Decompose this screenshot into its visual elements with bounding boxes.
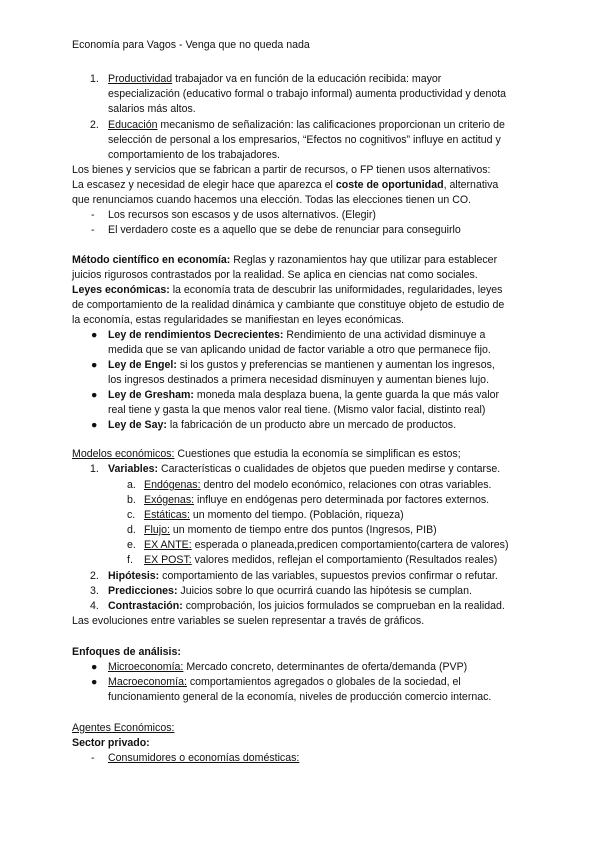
law-line: los ingresos destinados a primera necesidad disminuyen y aumentan bienes lujo. [108,374,490,386]
models-title: Modelos económicos: [72,448,175,460]
paragraph-line: de comportamiento de la realidad dinámica y cambiante que constituye objeto de estudio de [72,299,505,311]
list-number: 4. [90,600,99,612]
paragraph-line: Los bienes y servicios que se fabrican a partir de recursos, o FP tienen usos alternativos: [72,164,491,176]
paragraph-line: Las evoluciones entre variables se suelen representar a través de gráficos. [72,615,425,627]
agents-title: Agentes Económicos: [72,722,175,734]
factor-line: salarios más altos. [108,103,196,115]
method-title: Método científico en economía: [72,254,231,266]
approach-macro: Macroeconomía: comportamientos agregados o globales de la sociedad, el [108,676,461,688]
bullet-dot: ● [91,661,98,673]
dash-bullet: - [91,209,95,221]
list-number: 1. [90,463,99,475]
factor-line: especialización (educativo formal o trabajo informal) aumenta productividad y denota [108,88,507,100]
model-item: Predicciones: Juicios sobre lo que ocurrirá cuando las hipótesis se cumplan. [108,585,472,597]
models-variables: Variables: Características o cualidades de objetos que pueden medirse y contarse. [108,463,501,475]
bullet-dot: ● [91,359,98,371]
list-item: El verdadero coste es a aquello que se debe de renunciar para conseguirlo [108,224,461,236]
list-number: 3. [90,585,99,597]
term-educacion: Educación [108,119,158,131]
law-item: Ley de rendimientos Decrecientes: Rendimiento de una actividad disminuye a [108,329,486,341]
paragraph-line: la economía, estas regularidades se manifiestan en leyes económicas. [72,314,405,326]
sub-letter: a. [127,479,136,491]
laws-paragraph: Leyes económicas: la economía trata de descubrir las uniformidades, regularidades, leyes [72,284,503,296]
bullet-dot: ● [91,676,98,688]
sub-item: Endógenas: dentro del modelo económico, relaciones con otras variables. [144,479,492,491]
approach-micro: Microeconomía: Mercado concreto, determinantes de oferta/demanda (PVP) [108,661,468,673]
law-line: medida que se van aplicando unidad de factor variable a otro que permanece fijo. [108,344,491,356]
bullet-dot: ● [91,389,98,401]
dash-bullet: - [91,752,95,764]
sub-letter: d. [127,524,136,536]
laws-title: Leyes económicas: [72,284,170,296]
list-number: 2. [90,570,99,582]
method-paragraph: Método científico en economía: Reglas y razonamientos hay que utilizar para establecer [72,254,498,266]
sub-item: EX POST: valores medidos, reflejan el comportamiento (Resultados reales) [144,554,498,566]
list-number: 1. [90,73,99,85]
sub-item: Estáticas: un momento del tiempo. (Población, riqueza) [144,509,404,521]
sub-letter: f. [127,554,133,566]
factor-educacion: Educación mecanismo de señalización: las calificaciones proporcionan un criterio de [108,119,505,131]
model-item: Hipótesis: comportamiento de las variables, supuestos previos confirmar o refutar. [108,570,498,582]
sub-letter: e. [127,539,136,551]
paragraph-line: La escasez y necesidad de elegir hace que aparezca el coste de oportunidad, alternativa [72,179,499,191]
paragraph-line: que renunciamos cuando hacemos una elección. Todas las elecciones tienen un CO. [72,194,472,206]
factor-line: selección de personal a los empresarios, “Efectos no cognitivos” influye en actitud y [108,134,501,146]
bullet-dot: ● [91,419,98,431]
factor-line: comportamiento de los trabajadores. [108,149,280,161]
private-sector-heading: Sector privado: [72,737,150,749]
model-item: Contrastación: comprobación, los juicios formulados se comprueban en la realidad. [108,600,505,612]
coste-oportunidad: coste de oportunidad [335,179,444,191]
list-number: 2. [90,119,99,131]
paragraph-line: juicios rigurosos contrastados por la realidad. Se aplica en ciencias nat como sociales. [72,269,478,281]
list-item: Los recursos son escasos y de usos alternativos. (Elegir) [108,209,376,221]
sub-item: Exógenas: influye en endógenas pero determinada por factores externos. [144,494,490,506]
law-line: real tiene y gasta la que menos valor real tiene. (Mismo valor facial, distinto real) [108,404,486,416]
sub-item: EX ANTE: esperada o planeada,predicen comportamiento(cartera de valores) [144,539,509,551]
sub-letter: b. [127,494,136,506]
bullet-dot: ● [91,329,98,341]
approaches-title: Enfoques de análisis: [72,646,181,658]
law-item: Ley de Say: la fabricación de un producto abre un mercado de productos. [108,419,457,431]
dash-bullet: - [91,224,95,236]
document-title: Economía para Vagos - Venga que no queda nada [72,39,310,51]
approach-line: funcionamiento general de la economía, niveles de producción comercio internac. [108,691,492,703]
models-paragraph: Modelos económicos: Cuestiones que estudia la economía se simplifican es estos; [72,448,461,460]
sub-item: Flujo: un momento de tiempo entre dos puntos (Ingresos, PIB) [144,524,437,536]
factor-productividad: Productividad trabajador va en función de la educación recibida: mayor [108,73,442,85]
sub-letter: c. [127,509,136,521]
term-productividad: Productividad [108,73,173,85]
consumers-item: Consumidores o economías domésticas: [108,752,300,764]
law-item: Ley de Engel: si los gustos y preferencias se mantienen y aumentan los ingresos, [108,359,495,371]
law-item: Ley de Gresham: moneda mala desplaza buena, la gente guarda la que más valor [108,389,500,401]
